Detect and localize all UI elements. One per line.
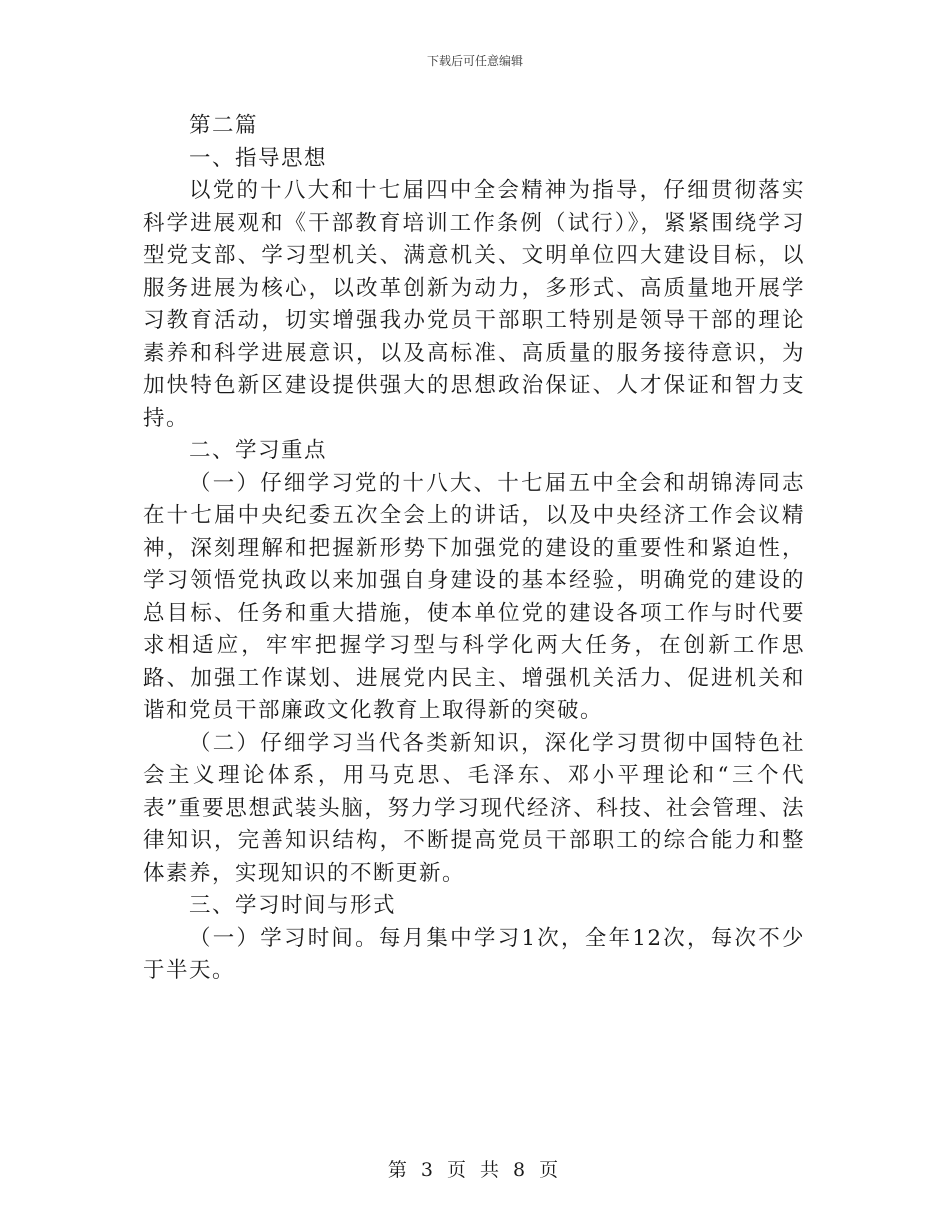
header-note: 下载后可任意编辑 (426, 54, 523, 68)
section-title: 第二篇 (189, 113, 259, 138)
heading-study-focus: 二、学习重点 (189, 438, 328, 463)
paragraph-study-focus-1: （一）仔细学习党的十八大、十七届五中全会和胡锦涛同志在十七届中央纪委五次全会上的讲话，以及中央经济工作会议精神，深刻理解和把握新形势下加强党的建设的重要性和紧迫性，学习领悟党执政以来加强自身建设的基本经验，明确党的建设的总目标、任务和重大措施，使本单位党的建设各项工作与时代要求相适应，牢牢把握学习型与科学化两大任务，在创新工作思路、加强工作谋划、进展党内民主、增强机关活力、促进机关和谐和党员干部廉政文化教育上取得新的突破。 (143, 470, 805, 723)
heading-study-time-form: 三、学习时间与形式 (189, 893, 397, 918)
heading-guiding-ideology: 一、指导思想 (189, 145, 328, 171)
paragraph-guiding-ideology: 以党的十八大和十七届四中全会精神为指导，仔细贯彻落实科学进展观和《干部教育培训工作条例（试行）》，紧紧围绕学习型党支部、学习型机关、满意机关、文明单位四大建设目标，以服务进展为核心，以改革创新为动力，多形式、高质量地开展学习教育活动，切实增强我办党员干部职工特别是领导干部的理论素养和科学进展意识，以及高标准、高质量的服务接待意识，为加快特色新区建设提供强大的思想政治保证、人才保证和智力支持。 (143, 178, 805, 431)
document-body (143, 110, 805, 988)
paragraph-study-focus-2: （二）仔细学习当代各类新知识，深化学习贯彻中国特色社会主义理论体系，用马克思、毛泽东、邓小平理论和“三个代表”重要思想武装头脑，努力学习现代经济、科技、社会管理、法律知识，完善知识结构，不断提高党员干部职工的综合能力和整体素养，实现知识的不断更新。 (143, 730, 805, 886)
page-number-footer: 第 3 页 共 8 页 (387, 1159, 563, 1181)
paragraph-study-time: （一）学习时间。每月集中学习1次，全年12次，每次不少于半天。 (143, 925, 805, 983)
